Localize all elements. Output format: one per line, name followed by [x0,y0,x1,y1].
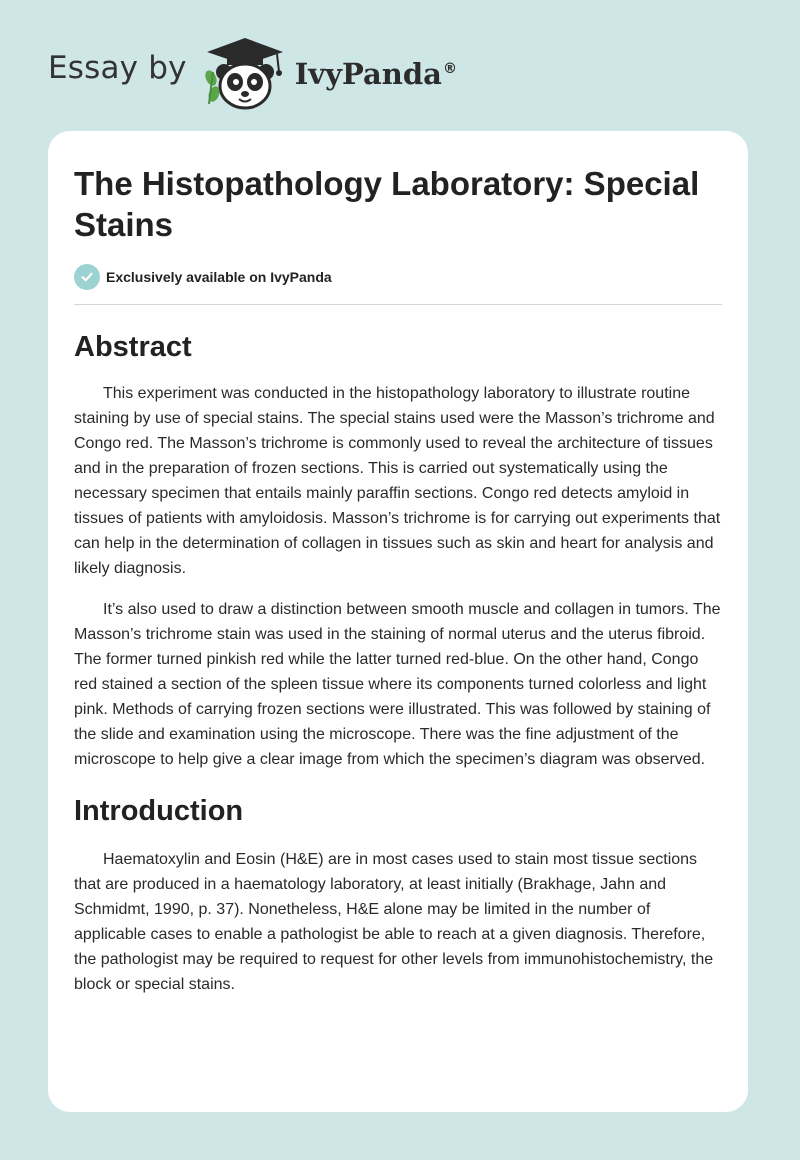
registered-mark: ® [442,61,457,78]
checkmark-icon [74,264,100,290]
paragraph: It’s also used to draw a distinction between smooth muscle and collagen in tumors. The Masson’s trichrome stain was used in the staining of normal uterus and the uterus fibroid. The former turned pinkish red while the latter turned red-blue. On the other hand, Congo red stained a section of the spleen tissue where its components turned colorless and light pink. Methods of carrying frozen sections were illustrated. This was followed by staining of the slide and examination using the microscope. There was the fine adjustment of the microscope to help give a clear image from which the specimen’s diagram was observed. [74,601,721,768]
section-heading-introduction: Introduction [74,795,244,827]
brand-name: IvyPanda® [294,57,457,91]
essay-card [48,131,748,1112]
paragraph: This experiment was conducted in the histopathology laboratory to illustrate routine staining by use of special stains. The special stains used were the Masson’s trichrome and Congo red. The Masson’s trichrome is commonly used to reveal the architecture of tissues and in the preparation of frozen sections. This is carried out systematically using the necessary specimen that entails mainly paraffin sections. Congo red detects amyloid in tissues of patients with amyloidosis. Masson’s trichrome is for carrying out experiments that can help in the determination of collagen in tissues such as skin and heart for analysis and likely diagnosis. [74,385,721,577]
paragraph: Haematoxylin and Eosin (H&E) are in most cases used to stain most tissue sections that are produced in a haematology laboratory, at least initially (Brakhage, Jahn and Schmidmt, 1990, p. 37). Nonetheless, H&E alone may be limited in the number of applicable cases to enable a pathologist be able to reach at a given diagnosis. Therefore, the pathologist may be required to request for other levels from immunohistochemistry, the block or special stains. [74,851,714,993]
section-heading-abstract: Abstract [74,331,192,363]
panda-graduate-logo-icon [199,32,291,112]
exclusive-badge [74,264,722,290]
brand-prefix: Essay by [48,50,187,86]
divider [74,304,722,305]
site-brand[interactable] [48,32,457,112]
page-title: The Histopathology Laboratory: Special Stains [74,165,700,243]
badge-text: Exclusively available on IvyPanda [106,269,332,285]
